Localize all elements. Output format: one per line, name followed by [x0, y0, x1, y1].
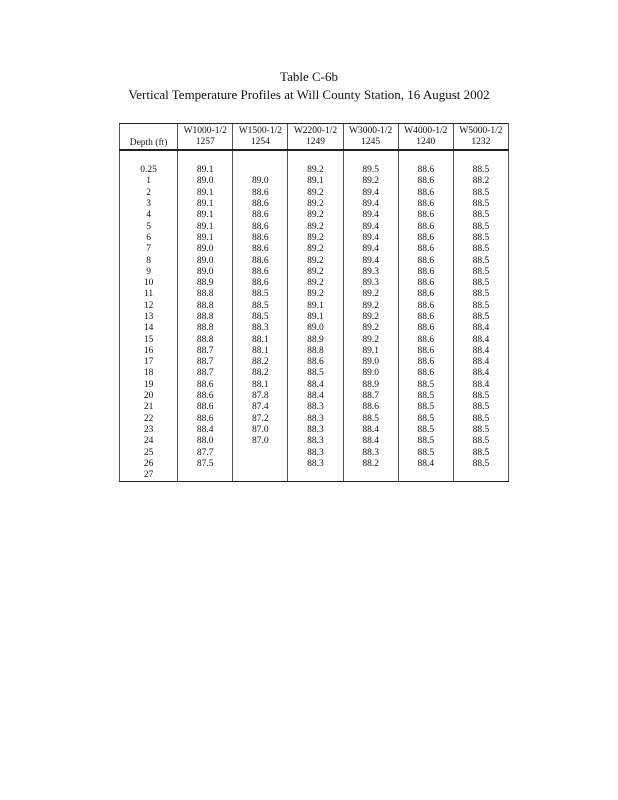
temperature-cell: 89.2: [288, 255, 343, 266]
temperature-cell: 88.2: [233, 357, 288, 368]
temperature-cell: 88.6: [178, 414, 233, 425]
temperature-cell: 88.5: [398, 414, 453, 425]
temperature-cell: 88.5: [453, 165, 508, 176]
temperature-cell: 88.5: [453, 233, 508, 244]
temperature-cell: 89.1: [178, 221, 233, 232]
depth-cell: 3: [120, 199, 178, 210]
temperature-cell: 89.4: [343, 210, 398, 221]
temperature-cell: 89.0: [233, 176, 288, 187]
temperature-cell: 89.4: [343, 221, 398, 232]
temperature-cell: 89.0: [343, 357, 398, 368]
table-row: [120, 368, 509, 379]
table-row: [120, 470, 509, 482]
temperature-cell: 88.5: [453, 447, 508, 458]
temperature-cell: 88.6: [398, 301, 453, 312]
temperature-cell: 89.1: [288, 176, 343, 187]
temperature-cell: 88.6: [398, 346, 453, 357]
temperature-cell: 88.6: [288, 357, 343, 368]
temperature-cell: 89.2: [288, 199, 343, 210]
temperature-cell: [233, 165, 288, 176]
temperature-cell: 87.8: [233, 391, 288, 402]
temperature-cell: 88.6: [398, 323, 453, 334]
temperature-cell: 88.2: [343, 459, 398, 470]
temperature-cell: 88.5: [453, 255, 508, 266]
temperature-cell: 88.6: [178, 380, 233, 391]
temperature-cell: 89.4: [343, 188, 398, 199]
depth-cell: 18: [120, 368, 178, 379]
depth-cell: 14: [120, 323, 178, 334]
temperature-cell: 88.6: [398, 233, 453, 244]
temperature-cell: 89.2: [288, 267, 343, 278]
temperature-cell: 89.4: [343, 244, 398, 255]
station-header: W1500-1/2: [233, 124, 288, 138]
temperature-cell: 88.5: [453, 425, 508, 436]
temperature-cell: 88.4: [288, 391, 343, 402]
temperature-cell: 88.5: [453, 414, 508, 425]
temperature-cell: 88.6: [343, 402, 398, 413]
temperature-cell: 88.5: [453, 391, 508, 402]
temperature-cell: 89.2: [288, 210, 343, 221]
temperature-cell: 87.5: [178, 459, 233, 470]
spacer-row: [120, 150, 509, 165]
temperature-cell: 88.8: [178, 301, 233, 312]
temperature-cell: 88.6: [233, 278, 288, 289]
temperature-cell: 89.2: [343, 334, 398, 345]
table-row: [120, 233, 509, 244]
depth-cell: 0.25: [120, 165, 178, 176]
temperature-cell: 88.7: [178, 368, 233, 379]
table-title: Table C-6b: [280, 69, 338, 84]
station-code: 1232: [453, 137, 508, 150]
temperature-cell: 88.6: [233, 233, 288, 244]
temperature-cell: 88.5: [288, 368, 343, 379]
temperature-cell: 88.6: [398, 267, 453, 278]
temperature-cell: 88.5: [343, 414, 398, 425]
temperature-cell: 88.6: [178, 402, 233, 413]
temperature-cell: 89.2: [343, 301, 398, 312]
temperature-cell: 88.4: [453, 380, 508, 391]
temperature-profile-table: [119, 123, 509, 482]
temperature-cell: 87.4: [233, 402, 288, 413]
depth-cell: 22: [120, 414, 178, 425]
temperature-cell: 88.5: [233, 289, 288, 300]
depth-column-header: Depth (ft): [120, 124, 178, 151]
table-row: [120, 459, 509, 470]
temperature-cell: 88.5: [398, 402, 453, 413]
depth-cell: 21: [120, 402, 178, 413]
depth-cell: 11: [120, 289, 178, 300]
temperature-cell: 88.4: [453, 368, 508, 379]
temperature-cell: 88.4: [343, 436, 398, 447]
depth-cell: 17: [120, 357, 178, 368]
temperature-cell: 89.3: [343, 278, 398, 289]
temperature-cell: 88.6: [398, 176, 453, 187]
temperature-cell: 88.6: [398, 210, 453, 221]
depth-cell: 2: [120, 188, 178, 199]
temperature-cell: 88.8: [178, 323, 233, 334]
temperature-cell: 88.5: [398, 391, 453, 402]
temperature-cell: 89.5: [343, 165, 398, 176]
depth-cell: 24: [120, 436, 178, 447]
temperature-cell: 88.3: [288, 402, 343, 413]
temperature-cell: 88.5: [453, 267, 508, 278]
table-row: [120, 391, 509, 402]
depth-cell: 25: [120, 447, 178, 458]
temperature-cell: [233, 459, 288, 470]
table-row: [120, 289, 509, 300]
table-row: [120, 244, 509, 255]
station-code: 1254: [233, 137, 288, 150]
temperature-cell: 88.4: [453, 323, 508, 334]
station-code: 1240: [398, 137, 453, 150]
temperature-cell: 88.6: [233, 221, 288, 232]
temperature-cell: 88.9: [178, 278, 233, 289]
temperature-cell: 88.4: [398, 459, 453, 470]
temperature-cell: [233, 447, 288, 458]
temperature-cell: 89.1: [178, 210, 233, 221]
temperature-cell: 89.0: [178, 244, 233, 255]
table-row: [120, 255, 509, 266]
temperature-cell: 88.5: [453, 221, 508, 232]
temperature-cell: 89.3: [343, 267, 398, 278]
temperature-cell: 88.5: [398, 447, 453, 458]
temperature-cell: 88.5: [233, 312, 288, 323]
temperature-cell: 89.4: [343, 233, 398, 244]
temperature-cell: 88.6: [398, 199, 453, 210]
temperature-cell: 89.0: [343, 368, 398, 379]
depth-cell: 9: [120, 267, 178, 278]
temperature-cell: 88.5: [453, 188, 508, 199]
temperature-cell: 88.1: [233, 334, 288, 345]
table-row: [120, 210, 509, 221]
table-row: [120, 323, 509, 334]
temperature-cell: 89.0: [178, 267, 233, 278]
temperature-cell: 89.2: [343, 323, 398, 334]
temperature-cell: 89.2: [343, 176, 398, 187]
temperature-cell: 89.1: [288, 312, 343, 323]
temperature-cell: 88.2: [233, 368, 288, 379]
temperature-cell: 88.3: [288, 436, 343, 447]
temperature-cell: 88.7: [178, 357, 233, 368]
table-row: [120, 278, 509, 289]
temperature-cell: 88.5: [398, 436, 453, 447]
temperature-cell: 88.8: [178, 312, 233, 323]
temperature-cell: 89.0: [288, 323, 343, 334]
temperature-cell: 88.6: [178, 391, 233, 402]
temperature-cell: 88.4: [178, 425, 233, 436]
station-header: W4000-1/2: [398, 124, 453, 138]
temperature-cell: 87.0: [233, 425, 288, 436]
temperature-cell: 88.6: [398, 165, 453, 176]
temperature-cell: 88.3: [343, 447, 398, 458]
temperature-cell: 89.2: [288, 165, 343, 176]
station-header: W2200-1/2: [288, 124, 343, 138]
table-row: [120, 380, 509, 391]
temperature-cell: 88.6: [398, 221, 453, 232]
depth-cell: 4: [120, 210, 178, 221]
table-row: [120, 346, 509, 357]
temperature-cell: 88.8: [288, 346, 343, 357]
temperature-cell: 89.2: [288, 188, 343, 199]
station-header: W3000-1/2: [343, 124, 398, 138]
temperature-cell: 88.8: [178, 334, 233, 345]
temperature-cell: 88.0: [178, 436, 233, 447]
temperature-cell: 88.6: [233, 188, 288, 199]
table-row: [120, 414, 509, 425]
temperature-cell: [398, 470, 453, 482]
temperature-cell: 88.6: [233, 244, 288, 255]
temperature-cell: 88.6: [398, 278, 453, 289]
temperature-cell: 88.6: [398, 289, 453, 300]
temperature-cell: 88.5: [453, 278, 508, 289]
station-code: 1245: [343, 137, 398, 150]
code-header-row: [120, 137, 509, 150]
temperature-cell: 89.2: [343, 289, 398, 300]
depth-cell: 5: [120, 221, 178, 232]
depth-cell: 23: [120, 425, 178, 436]
temperature-cell: 88.4: [453, 334, 508, 345]
temperature-cell: 88.4: [343, 425, 398, 436]
station-code: 1257: [178, 137, 233, 150]
temperature-cell: 89.2: [288, 278, 343, 289]
temperature-cell: 89.1: [288, 301, 343, 312]
temperature-cell: 88.6: [398, 334, 453, 345]
table-row: [120, 301, 509, 312]
temperature-cell: 88.3: [288, 447, 343, 458]
temperature-cell: 88.6: [233, 210, 288, 221]
temperature-cell: 88.6: [398, 244, 453, 255]
table-row: [120, 447, 509, 458]
depth-cell: 7: [120, 244, 178, 255]
station-code: 1249: [288, 137, 343, 150]
table-row: [120, 334, 509, 345]
table-row: [120, 357, 509, 368]
temperature-cell: 88.5: [453, 244, 508, 255]
temperature-cell: 88.6: [398, 312, 453, 323]
temperature-cell: 88.6: [398, 368, 453, 379]
temperature-cell: 89.1: [178, 233, 233, 244]
temperature-cell: [233, 470, 288, 482]
temperature-cell: 88.5: [453, 301, 508, 312]
depth-cell: 26: [120, 459, 178, 470]
table-row: [120, 425, 509, 436]
depth-cell: 16: [120, 346, 178, 357]
temperature-cell: 88.4: [453, 357, 508, 368]
temperature-cell: 89.1: [343, 346, 398, 357]
temperature-cell: 87.0: [233, 436, 288, 447]
temperature-cell: 88.8: [178, 289, 233, 300]
temperature-cell: 88.3: [288, 425, 343, 436]
temperature-cell: 88.5: [453, 312, 508, 323]
temperature-cell: 89.2: [288, 244, 343, 255]
temperature-cell: 88.4: [288, 380, 343, 391]
temperature-cell: 89.2: [288, 233, 343, 244]
table-row: [120, 165, 509, 176]
temperature-cell: 88.5: [398, 380, 453, 391]
temperature-cell: 89.1: [178, 165, 233, 176]
temperature-cell: 87.7: [178, 447, 233, 458]
table-row: [120, 199, 509, 210]
temperature-cell: 88.3: [288, 414, 343, 425]
temperature-cell: 88.7: [178, 346, 233, 357]
temperature-cell: 87.2: [233, 414, 288, 425]
temperature-cell: 88.6: [233, 199, 288, 210]
temperature-cell: 89.4: [343, 199, 398, 210]
temperature-cell: 89.1: [178, 199, 233, 210]
temperature-cell: [343, 470, 398, 482]
temperature-cell: 89.2: [343, 312, 398, 323]
temperature-cell: 89.0: [178, 255, 233, 266]
temperature-cell: 88.4: [453, 346, 508, 357]
table-row: [120, 312, 509, 323]
temperature-cell: 88.1: [233, 346, 288, 357]
temperature-cell: 88.5: [453, 402, 508, 413]
table-body: [120, 150, 509, 482]
depth-cell: 12: [120, 301, 178, 312]
temperature-cell: 89.1: [178, 188, 233, 199]
temperature-cell: 88.6: [233, 267, 288, 278]
temperature-cell: 88.3: [233, 323, 288, 334]
table-row: [120, 402, 509, 413]
temperature-cell: 88.1: [233, 380, 288, 391]
depth-cell: 10: [120, 278, 178, 289]
depth-cell: 1: [120, 176, 178, 187]
table-subtitle: Vertical Temperature Profiles at Will County Station, 16 August 2002: [128, 87, 490, 102]
temperature-cell: 88.5: [453, 199, 508, 210]
temperature-cell: 88.6: [398, 357, 453, 368]
station-header-row: [120, 124, 509, 138]
temperature-cell: 89.4: [343, 255, 398, 266]
temperature-cell: 88.9: [288, 334, 343, 345]
table-row: [120, 267, 509, 278]
depth-cell: 15: [120, 334, 178, 345]
temperature-cell: 88.2: [453, 176, 508, 187]
depth-cell: 20: [120, 391, 178, 402]
temperature-cell: 88.5: [233, 301, 288, 312]
table-row: [120, 436, 509, 447]
temperature-cell: [453, 470, 508, 482]
table-row: [120, 188, 509, 199]
temperature-cell: 88.7: [343, 391, 398, 402]
temperature-cell: 88.5: [398, 425, 453, 436]
temperature-cell: 89.2: [288, 221, 343, 232]
temperature-cell: 89.2: [288, 289, 343, 300]
depth-cell: 8: [120, 255, 178, 266]
depth-cell: 13: [120, 312, 178, 323]
depth-cell: 6: [120, 233, 178, 244]
table-row: [120, 221, 509, 232]
depth-cell: 19: [120, 380, 178, 391]
temperature-cell: 88.5: [453, 289, 508, 300]
station-header: W1000-1/2: [178, 124, 233, 138]
depth-cell: 27: [120, 470, 178, 482]
temperature-cell: 88.3: [288, 459, 343, 470]
temperature-cell: [178, 470, 233, 482]
temperature-cell: 88.9: [343, 380, 398, 391]
temperature-cell: 88.5: [453, 459, 508, 470]
temperature-cell: 88.5: [453, 210, 508, 221]
temperature-cell: 88.6: [398, 188, 453, 199]
temperature-cell: 88.5: [453, 436, 508, 447]
temperature-cell: 88.6: [233, 255, 288, 266]
station-header: W5000-1/2: [453, 124, 508, 138]
table-row: [120, 176, 509, 187]
temperature-cell: 88.6: [398, 255, 453, 266]
temperature-cell: 89.0: [178, 176, 233, 187]
temperature-cell: [288, 470, 343, 482]
